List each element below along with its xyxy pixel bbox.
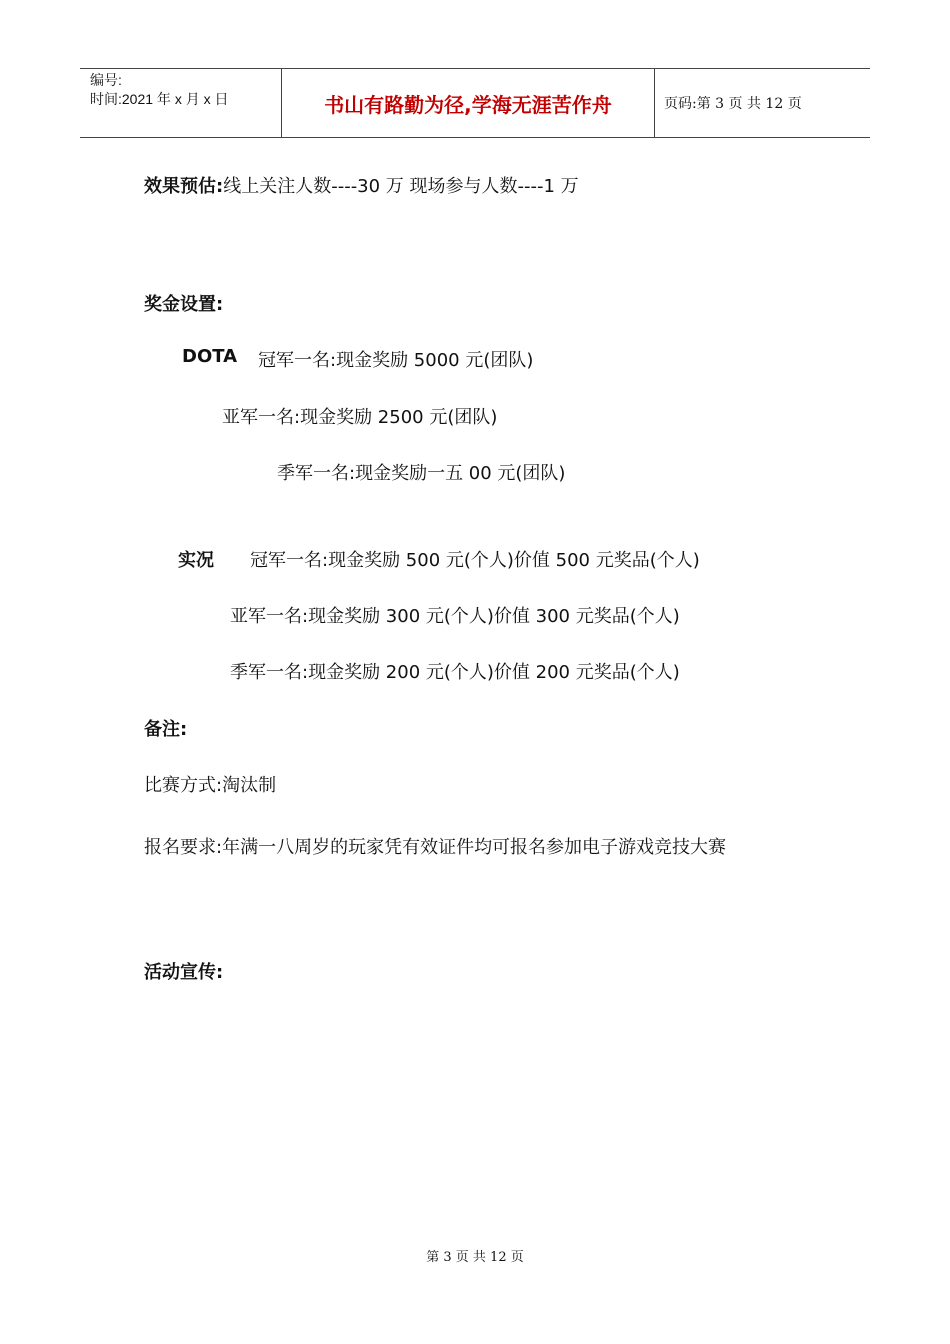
number-label: 编号:	[90, 72, 122, 88]
competition-format: 比赛方式:淘汰制	[144, 775, 277, 796]
header-meta	[90, 71, 228, 109]
registration-requirement: 报名要求:年满一八周岁的玩家凭有效证件均可报名参加电子游戏竞技大赛	[144, 837, 727, 858]
dota-first-prize: 冠军一名:现金奖励 5000 元(团队)	[258, 350, 534, 371]
effect-estimate	[144, 172, 579, 198]
effect-label: 效果预估:	[144, 176, 224, 197]
dota-game-label: DOTA	[182, 346, 238, 367]
live-first-prize: 冠军一名:现金奖励 500 元(个人)价值 500 元奖品(个人)	[250, 550, 700, 571]
effect-text: 线上关注人数----30 万 现场参与人数----1 万	[223, 176, 579, 197]
page-footer: 第 3 页 共 12 页	[426, 1250, 524, 1265]
live-third-prize: 季军一名:现金奖励 200 元(个人)价值 200 元奖品(个人)	[230, 662, 680, 683]
promotion-heading: 活动宣传:	[144, 962, 224, 983]
notes-heading: 备注:	[144, 719, 188, 740]
live-second-prize: 亚军一名:现金奖励 300 元(个人)价值 300 元奖品(个人)	[230, 606, 680, 627]
header-motto: 书山有路勤为径,学海无涯苦作舟	[324, 92, 612, 117]
date-label: 时间:2021 年 x 月 x 日	[90, 91, 229, 107]
header-divider-right	[654, 69, 655, 137]
prize-heading: 奖金设置:	[144, 294, 224, 315]
header-page-info: 页码:第 3 页 共 12 页	[664, 96, 802, 112]
dota-second-prize: 亚军一名:现金奖励 2500 元(团队)	[222, 407, 498, 428]
live-game-label: 实况	[178, 550, 214, 571]
page-header	[80, 68, 870, 138]
dota-third-prize: 季军一名:现金奖励一五 00 元(团队)	[277, 463, 566, 484]
